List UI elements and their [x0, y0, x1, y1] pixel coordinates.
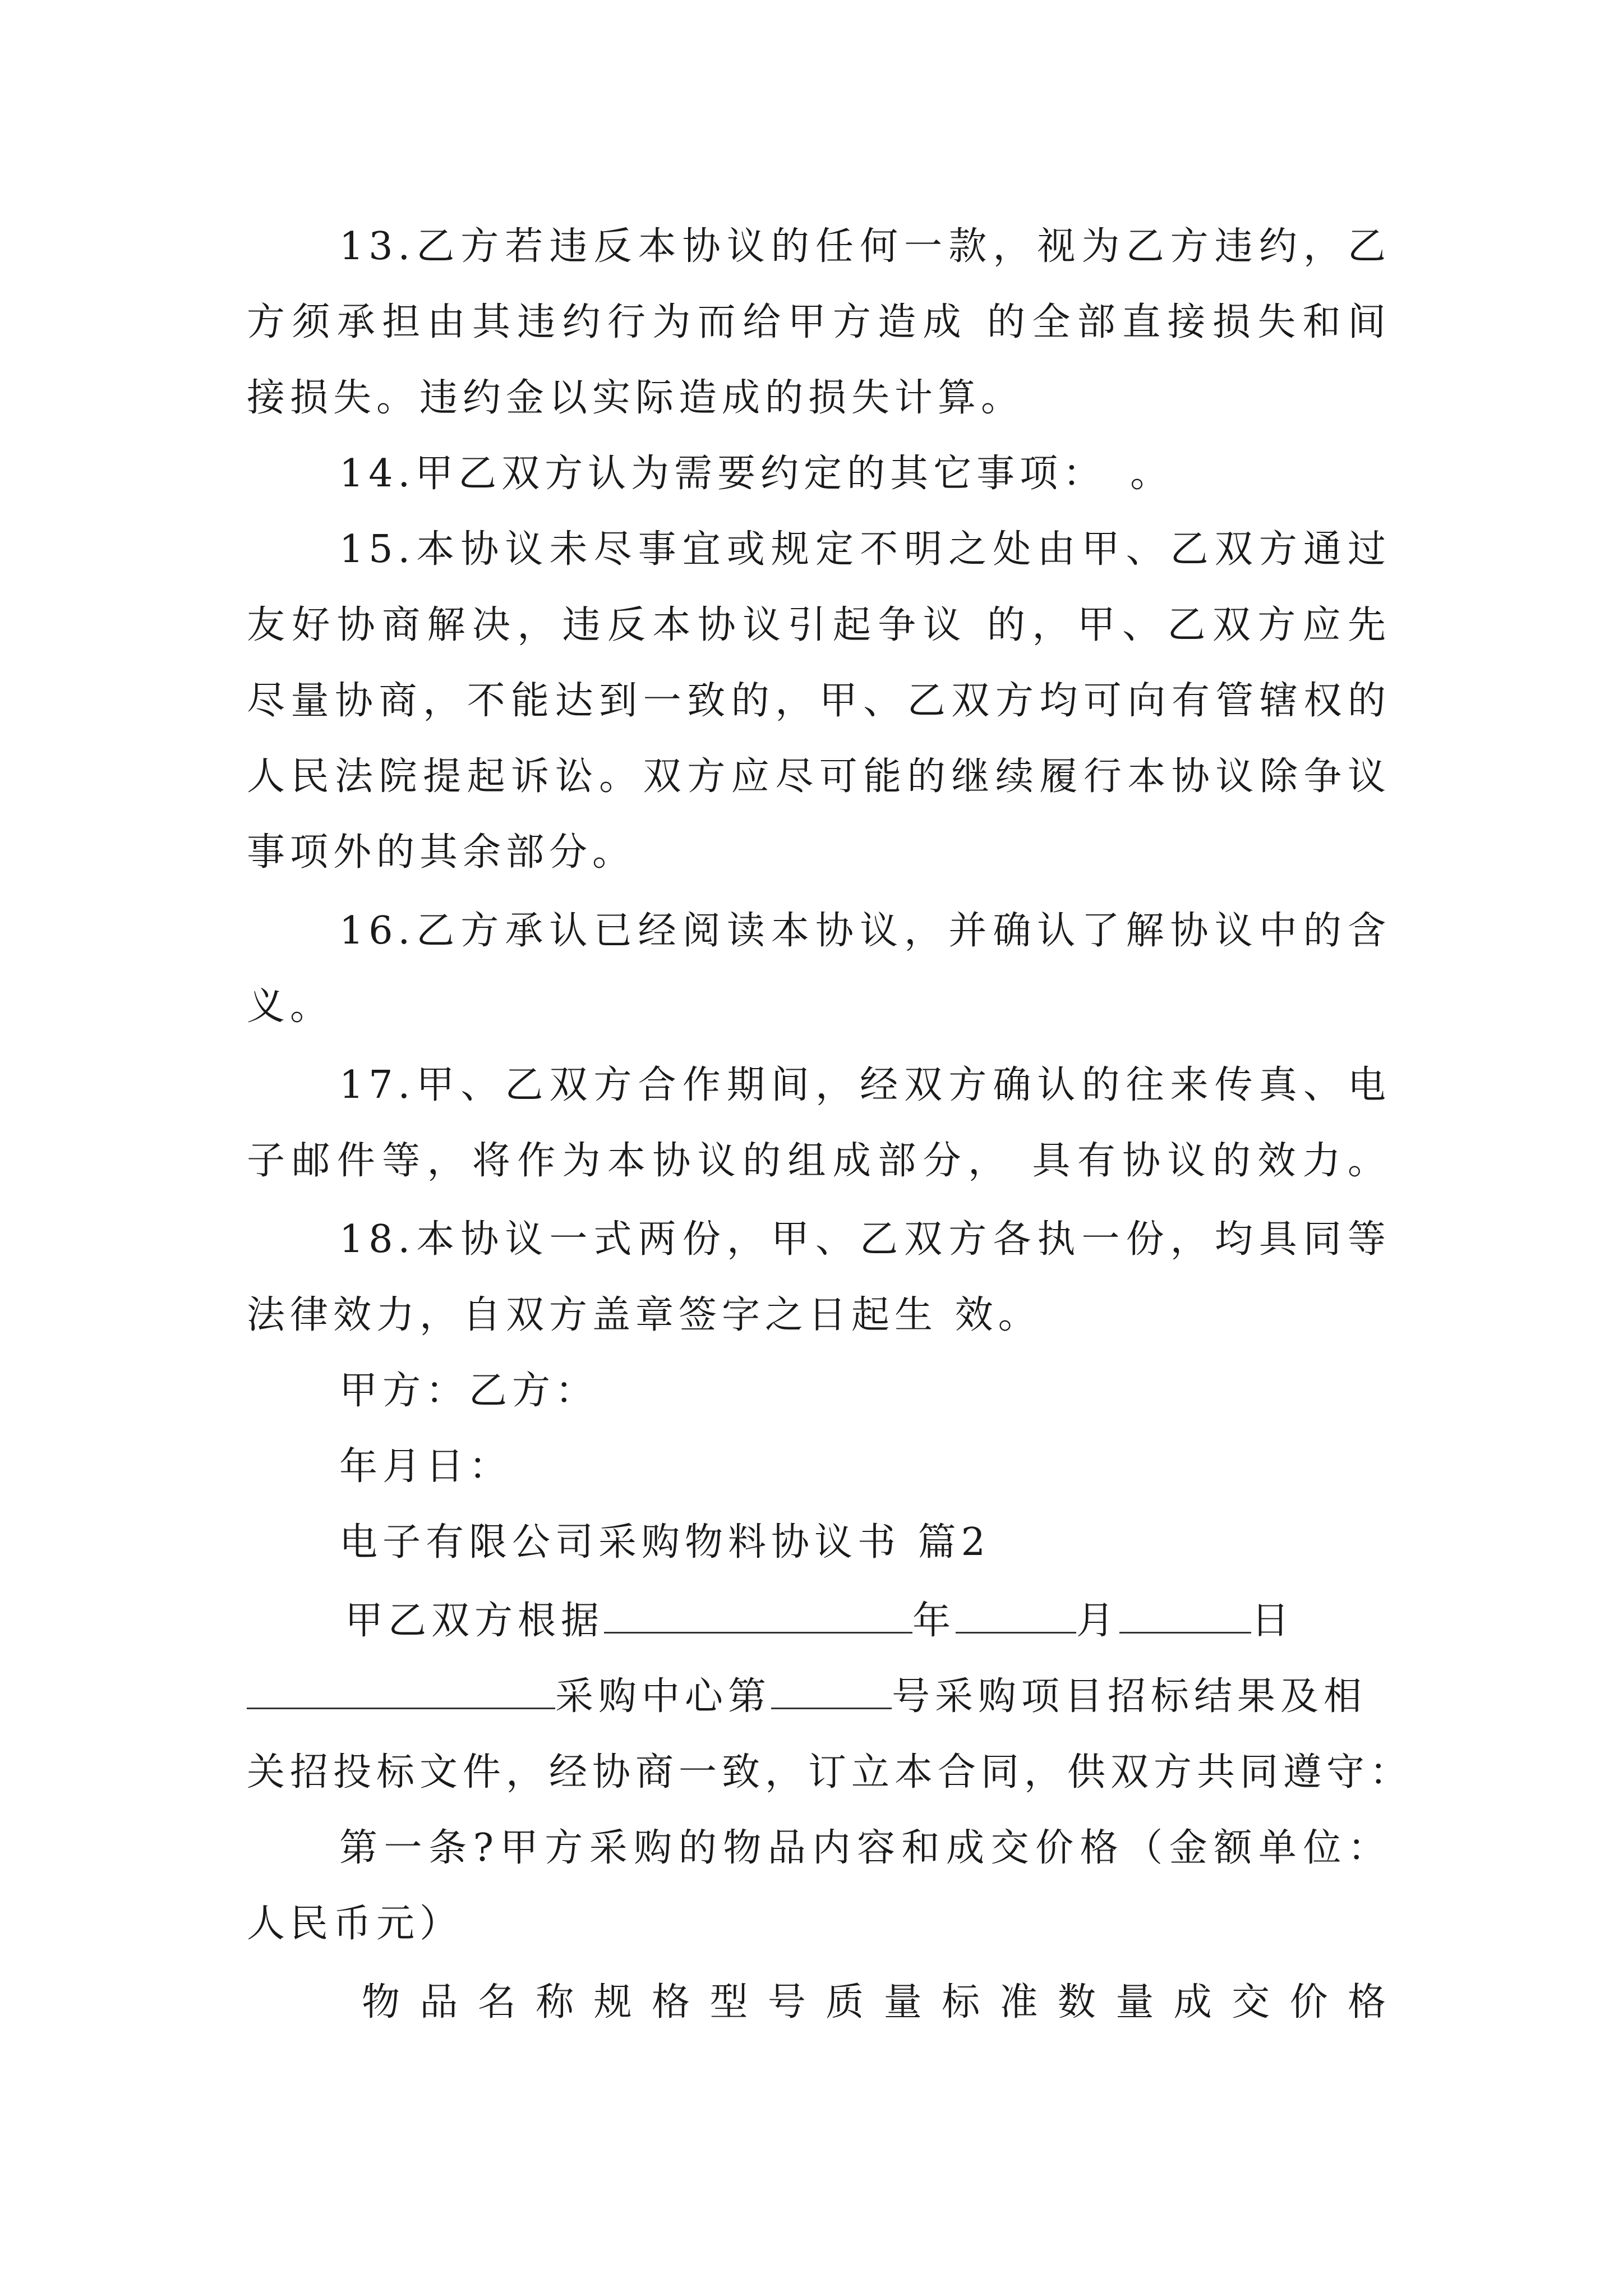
year-blank: [604, 1597, 912, 1634]
month-blank: [956, 1597, 1076, 1634]
clause-14-line-1: 14.甲乙双方认为需要约定的其它事项： 。: [339, 452, 1174, 496]
intro-rest-text: 号采购项目招标结果及相: [892, 1674, 1367, 1719]
clause-17-line-1: 17.甲、乙双方合作期间，经双方确认的往来传真、电: [339, 1063, 1391, 1107]
intro-lead-text: 甲乙双方根据: [345, 1599, 605, 1643]
section-2-intro-line-2: [247, 1672, 1391, 1722]
article-1-line-1: 第一条?甲方采购的物品内容和成交价格（金额单位：: [339, 1826, 1391, 1870]
intro-month-label: 月: [1076, 1599, 1120, 1643]
intro-day-label: 日: [1251, 1599, 1295, 1643]
clause-13-line-2: 方须承担由其违约行为而给甲方造成 的全部直接损失和间: [247, 300, 1391, 344]
signature-date: 年月日：: [339, 1444, 513, 1489]
clause-18-line-1: 18.本协议一式两份，甲、乙双方各执一份，均具同等: [339, 1217, 1391, 1262]
clause-17-line-2: 子邮件等，将作为本协议的组成部分， 具有协议的效力。: [247, 1139, 1391, 1183]
section-2-title: 电子有限公司采购物料协议书 篇2: [339, 1520, 990, 1565]
item-table-header: 物品名称规格型号质量标准数量成交价格: [362, 1980, 1391, 2024]
clause-15-line-2: 友好协商解决，违反本协议引起争议 的，甲、乙双方应先: [247, 603, 1391, 647]
intro-center-text: 采购中心第: [555, 1674, 772, 1719]
clause-16-line-2: 义。: [247, 984, 334, 1029]
section-2-intro-line-1: [345, 1596, 1391, 1646]
clause-15-line-3: 尽量协商，不能达到一致的，甲、乙双方均可向有管辖权的: [247, 679, 1391, 723]
intro-year-label: 年: [912, 1599, 956, 1643]
clause-13-line-3: 接损失。违约金以实际造成的损失计算。: [247, 376, 1025, 420]
project-number-blank: [771, 1673, 892, 1709]
article-1-line-2: 人民币元）: [247, 1902, 463, 1946]
clause-15-line-1: 15.本协议未尽事宜或规定不明之处由甲、乙双方通过: [339, 527, 1391, 572]
clause-15-line-5: 事项外的其余部分。: [247, 830, 636, 875]
clause-13-line-1: 13.乙方若违反本协议的任何一款，视为乙方违约，乙: [339, 224, 1391, 269]
clause-18-line-2: 法律效力，自双方盖章签字之日起生 效。: [247, 1293, 1041, 1337]
clause-15-line-4: 人民法院提起诉讼。双方应尽可能的继续履行本协议除争议: [247, 754, 1391, 799]
signature-parties: 甲方：乙方：: [339, 1369, 599, 1413]
section-2-intro-line-3: 关招投标文件，经协商一致，订立本合同，供双方共同遵守：: [247, 1750, 1413, 1795]
day-blank: [1119, 1597, 1251, 1634]
center-name-blank: [247, 1673, 555, 1709]
clause-16-line-1: 16.乙方承认已经阅读本协议，并确认了解协议中的含: [339, 909, 1391, 953]
